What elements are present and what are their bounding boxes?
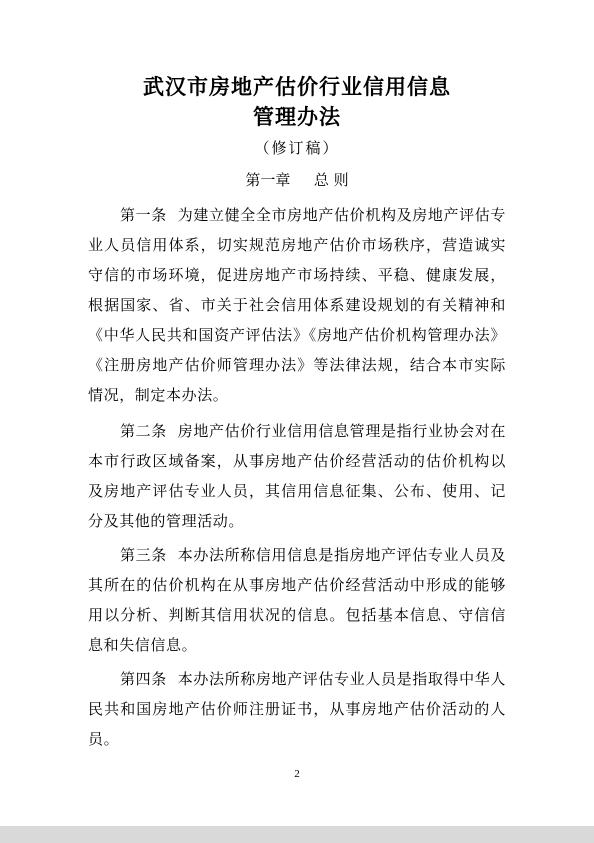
document-subtitle: （修订稿） [254,139,340,157]
article-text: 本办法所称房地产评估专业人员是指取得中华人民共和国房地产估价师注册证书，从事房地产估价活动的人员。 [88,670,506,748]
article-text: 为建立健全全市房地产估价机构及房地产评估专业人员信用体系，切实规范房地产估价市场秩序，营造诚实守信的市场环境，促进房地产市场持续、平稳、健康发展，根据国家、省、市关于社会信用体系建设规划的有关精神和《中华人民共和国资产评估法》《房地产估价机构管理办法》《注册房地产估价师管理办法》等法律法规，结合本市实际情况，制定本办法。 [88,206,506,404]
chapter-name: 总 则 [313,171,349,189]
document-title-line-1: 武汉市房地产估价行业信用信息 [143,75,451,99]
article-label: 第三条 [120,546,167,564]
chapter-heading [0,169,594,191]
chapter-number: 第一章 [245,171,291,189]
article-label: 第四条 [120,670,167,688]
article-1 [88,200,506,410]
article-label: 第二条 [120,422,167,440]
article-text: 本办法所称信用信息是指房地产评估专业人员及其所在的估价机构在从事房地产估价经营活动中形成的能够用以分析、判断其信用状况的信息。包括基本信息、守信信息和失信信息。 [88,546,506,654]
article-text: 房地产估价行业信用信息管理是指行业协会对在本市行政区域备案，从事房地产估价经营活动的估价机构以及房地产评估专业人员，其信用信息征集、公布、使用、记分及其他的管理活动。 [88,422,506,530]
article-4 [88,664,506,754]
page-number: 2 [294,768,300,780]
article-2 [88,416,506,536]
document-title-line-2: 管理办法 [253,105,341,129]
article-3 [88,540,506,660]
page-bottom-edge [0,826,594,843]
article-label: 第一条 [120,206,167,224]
